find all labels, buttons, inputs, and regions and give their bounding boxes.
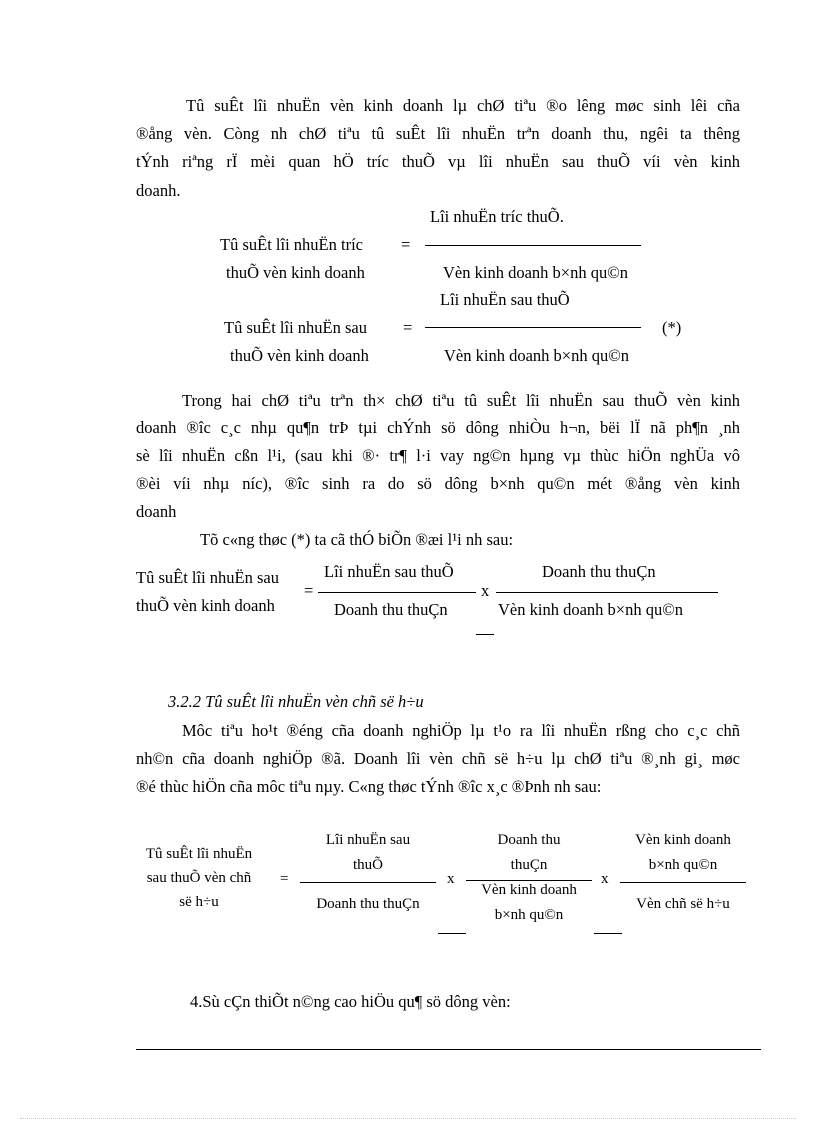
formula-4-fraction-2-denominator-line-2: b×nh qu©n [494,907,564,923]
formula-4-stray-rule-1 [438,933,466,934]
formula-1-numerator: Lîi nhuËn tríc thuÕ. [430,207,564,226]
paragraph-1-line-3: tÝnh riªng rÏ mèi quan hÖ tríc thuÕ vµ lîi nhuËn sau thuÕ víi vèn kinh [136,152,740,171]
formula-3-fraction-2-bar [496,592,718,593]
formula-2-marker: (*) [662,318,682,337]
formula-4-fraction-2-numerator-line-2: thuÇn [510,857,548,873]
paragraph-1-line-2: ®ång vèn. Còng nh chØ tiªu tû suÊt lîi nhuËn trªn doanh thu, ngêi ta thêng [136,124,740,143]
section-322-line-1: Môc tiªu ho¹t ®éng cña doanh nghiÖp lµ t¹o ra lîi nhuËn rßng cho c¸c chñ [182,721,740,740]
formula-3-stray-rule [476,634,494,635]
formula-2-fraction-bar [425,327,641,328]
formula-4-fraction-1-denominator: Doanh thu thuÇn [316,896,420,912]
formula-3-equals: = [304,581,314,600]
formula-4-fraction-3-numerator-line-1: Vèn kinh doanh [635,832,731,848]
formula-3-fraction-1-numerator: Lîi nhuËn sau thuÕ [324,562,454,581]
formula-1-left-line-2: thuÕ vèn kinh doanh [226,263,365,282]
formula-1-left-line-1: Tû suÊt lîi nhuËn tríc [220,235,363,254]
formula-4-fraction-3-bar [620,882,746,883]
formula-4-fraction-3-numerator-line-2: b×nh qu©n [648,857,718,873]
formula-3-fraction-2-denominator: Vèn kinh doanh b×nh qu©n [498,600,683,619]
formula-4-times-1: x [447,871,455,887]
formula-2-denominator: Vèn kinh doanh b×nh qu©n [444,346,629,365]
section-322-line-2: nh©n cña doanh nghiÖp ®ã. Doanh lîi vèn chñ së h÷u lµ chØ tiªu ®¸nh gi¸ møc [136,749,740,768]
formula-4-left-line-1: Tû suÊt lîi nhuËn [145,846,253,862]
formula-3-fraction-2-numerator: Doanh thu thuÇn [542,562,656,581]
paragraph-2-line-5: doanh [136,502,177,521]
formula-2-numerator: Lîi nhuËn sau thuÕ [440,290,570,309]
formula-3-times: x [481,581,490,600]
formula-4-fraction-1-bar [300,882,436,883]
formula-4-fraction-1-numerator-line-1: Lîi nhuËn sau [325,832,411,848]
footer-rule [136,1049,761,1050]
formula-4-equals: = [280,871,289,887]
paragraph-1-line-4: doanh. [136,181,181,200]
formula-4-fraction-1-numerator-line-2: thuÕ [353,857,383,873]
formula-4-stray-rule-2 [594,933,622,934]
formula-4-fraction-2-bar [466,880,592,881]
formula-2-equals: = [403,318,413,337]
formula-4-left-line-2: sau thuÕ vèn chñ [146,870,252,886]
section-322-heading: 3.2.2 Tû suÊt lîi nhuËn vèn chñ së h÷u [168,692,424,711]
formula-4-fraction-2-numerator-line-1: Doanh thu [497,832,561,848]
formula-1-equals: = [401,235,411,254]
formula-4-fraction-3-denominator: Vèn chñ së h÷u [636,896,730,912]
paragraph-2-line-6: Tõ c«ng thøc (*) ta cã thÓ biÕn ®æi l¹i nh sau: [200,530,514,549]
formula-3-fraction-1-bar [318,592,476,593]
formula-3-left-line-2: thuÕ vèn kinh doanh [136,596,275,615]
section-322-line-3: ®é thùc hiÖn cña môc tiªu nµy. C«ng thøc tÝnh ®îc x¸c ®Þnh nh sau: [136,777,602,796]
formula-1-denominator: Vèn kinh doanh b×nh qu©n [443,263,628,282]
section-4-heading: 4.Sù cÇn thiÕt n©ng cao hiÖu qu¶ sö dông vèn: [190,992,511,1011]
paragraph-2-line-3: sè lîi nhuËn cßn l¹i, (sau khi ®· tr¶ l·i vay ng©n hµng vµ thùc hiÖn nghÜa vô [136,446,740,465]
paragraph-2-line-1: Trong hai chØ tiªu trªn th× chØ tiªu tû suÊt lîi nhuËn sau thuÕ vèn kinh [182,391,740,410]
page-bottom-dotted-edge [20,1118,796,1119]
paragraph-2-line-2: doanh ®îc c¸c nhµ qu¶n trÞ tµi chÝnh sö dông nhiÒu h¬n, bëi lÏ nã ph¶n ¸nh [136,418,740,437]
formula-4-left-line-3: së h÷u [179,894,219,910]
formula-4-fraction-2-denominator-line-1: Vèn kinh doanh [481,882,577,898]
formula-3-left-line-1: Tû suÊt lîi nhuËn sau [136,568,279,587]
formula-3-fraction-1-denominator: Doanh thu thuÇn [334,600,448,619]
formula-4-times-2: x [601,871,609,887]
paragraph-1-line-1: Tû suÊt lîi nhuËn vèn kinh doanh lµ chØ tiªu ®o lêng møc sinh lêi cña [186,96,740,115]
formula-1-fraction-bar [425,245,641,246]
paragraph-2-line-4: ®èi víi nhµ níc), ®îc sinh ra do sö dông b×nh qu©n mét ®ång vèn kinh [136,474,740,493]
formula-2-left-line-1: Tû suÊt lîi nhuËn sau [224,318,367,337]
formula-2-left-line-2: thuÕ vèn kinh doanh [230,346,369,365]
